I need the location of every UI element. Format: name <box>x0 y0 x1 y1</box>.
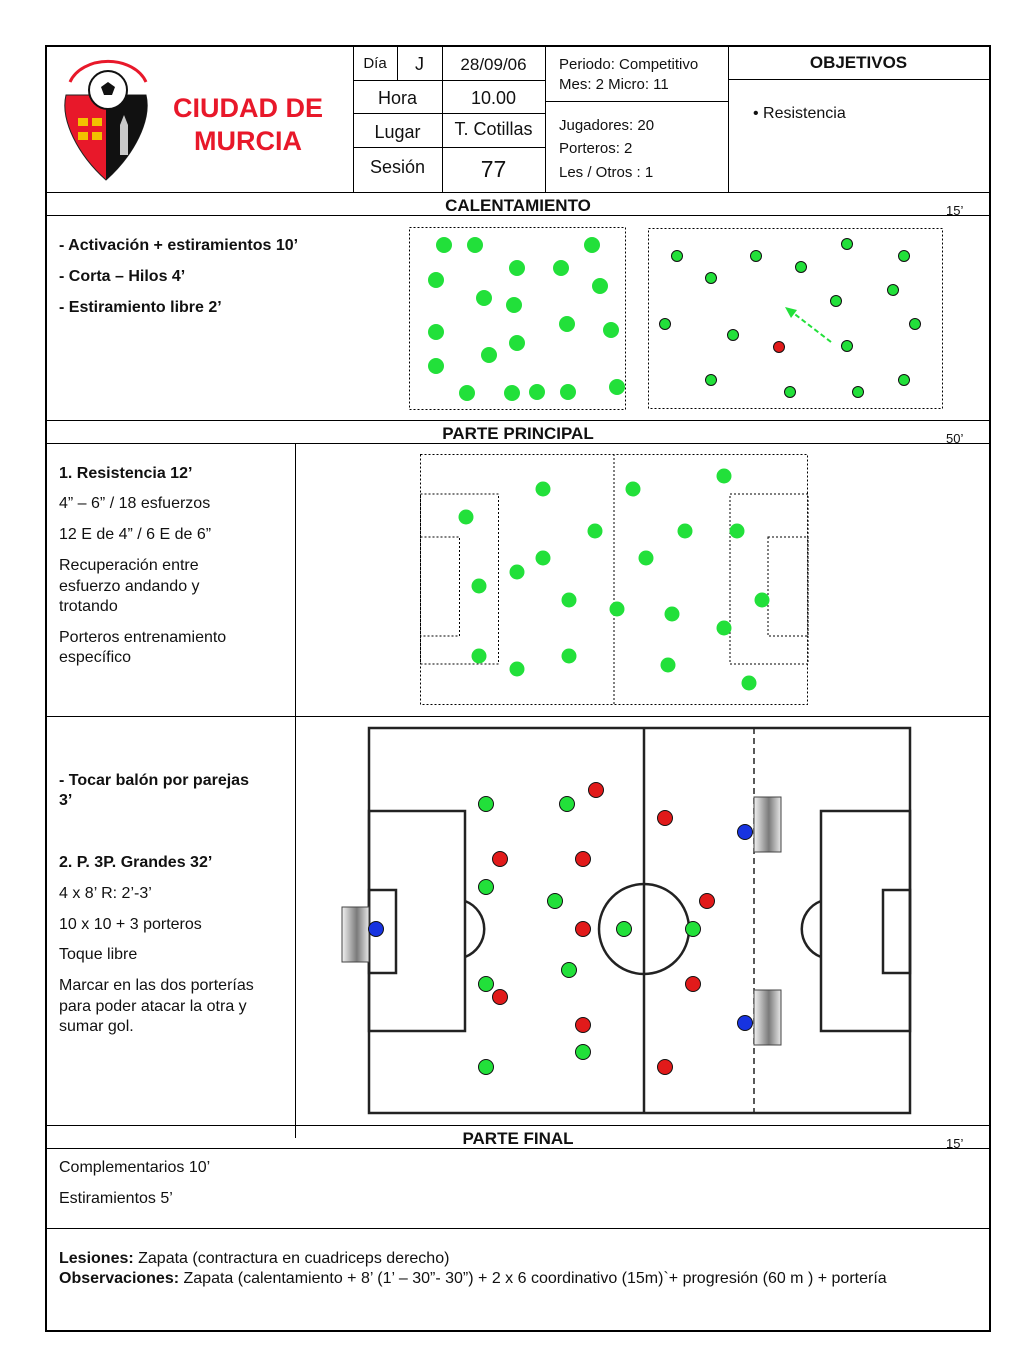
final-duration: 15’ <box>946 1136 964 1151</box>
observaciones-label: Observaciones: <box>59 1270 180 1287</box>
final-item: Estiramientos 5’ <box>59 1190 173 1207</box>
block2-line: 4 x 8’ R: 2’-3’ <box>59 885 152 902</box>
hora-label: Hora <box>377 88 417 108</box>
calentamiento-item: - Estiramiento libre 2’ <box>59 299 222 316</box>
calentamiento-item: - Activación + estiramientos 10’ <box>59 237 299 254</box>
block1-line: 12 E de 4” / 6 E de 6” <box>59 526 212 543</box>
sesion-value: 77 <box>480 156 507 182</box>
calentamiento-item: - Corta – Hilos 4’ <box>59 268 186 285</box>
sesion-label: Sesión <box>369 157 426 177</box>
observaciones-text: Zapata (calentamiento + 8’ (1’ – 30”- 30”) + 2 x 6 coordinativo (15m)`+ progresión (60 m ) + portería <box>179 1270 887 1287</box>
block2-line: 2. P. 3P. Grandes 32’ <box>59 854 213 871</box>
les-otros: Les / Otros : 1 <box>559 164 654 181</box>
small-sided-game-field <box>340 725 920 1125</box>
lugar-label: Lugar <box>374 122 421 142</box>
block1-line: 4” – 6” / 18 esfuerzos <box>59 495 211 512</box>
objetivos-title: OBJETIVOS <box>809 53 908 72</box>
dia-value: J <box>415 54 424 74</box>
warmup-diagram-activation <box>409 227 627 411</box>
block2-line: para poder atacar la otra y <box>59 998 247 1015</box>
block2-line: Toque libre <box>59 946 138 963</box>
lesiones-text: Zapata (contractura en cuadriceps derecho) <box>133 1250 450 1267</box>
club-name-line2: MURCIA <box>194 126 302 156</box>
hora-value: 10.00 <box>470 88 517 108</box>
principal-duration: 50’ <box>946 431 964 446</box>
resistance-field-diagram <box>420 454 810 706</box>
block2-line: 10 x 10 + 3 porteros <box>59 916 202 933</box>
observaciones-line <box>59 1269 887 1289</box>
club-name-line1: CIUDAD DE <box>172 93 323 123</box>
block1-line: esfuerzo andando y <box>59 578 200 595</box>
block1-line: Porteros entrenamiento <box>59 629 227 646</box>
block1-line: 1. Resistencia 12’ <box>59 465 193 482</box>
objetivos-item: • Resistencia <box>753 105 846 122</box>
mes-micro: Mes: 2 Micro: 11 <box>559 76 669 93</box>
block2-line: 3’ <box>59 792 73 809</box>
calentamiento-title: CALENTAMIENTO <box>445 196 591 215</box>
block1-line: específico <box>59 649 132 666</box>
block2-line: Marcar en las dos porterías <box>59 977 254 994</box>
principal-title: PARTE PRINCIPAL <box>442 424 594 443</box>
block1-line: trotando <box>59 598 118 615</box>
final-title: PARTE FINAL <box>462 1129 574 1148</box>
calentamiento-duration: 15’ <box>946 203 964 218</box>
block2-line: - Tocar balón por parejas <box>59 772 249 789</box>
porteros: Porteros: 2 <box>559 140 633 157</box>
lugar-value: T. Cotillas <box>454 119 533 139</box>
warmup-diagram-tag <box>648 228 944 410</box>
block1-line: Recuperación entre <box>59 557 199 574</box>
club-logo <box>58 60 158 185</box>
date-value: 28/09/06 <box>460 55 527 74</box>
lesiones-line <box>59 1249 449 1269</box>
jugadores: Jugadores: 20 <box>559 117 655 134</box>
dia-label: Día <box>363 55 387 72</box>
club-name <box>168 92 328 158</box>
final-item: Complementarios 10’ <box>59 1159 211 1176</box>
block2-line: sumar gol. <box>59 1018 134 1035</box>
periodo: Periodo: Competitivo <box>559 56 699 73</box>
lesiones-label: Lesiones: <box>59 1250 134 1267</box>
